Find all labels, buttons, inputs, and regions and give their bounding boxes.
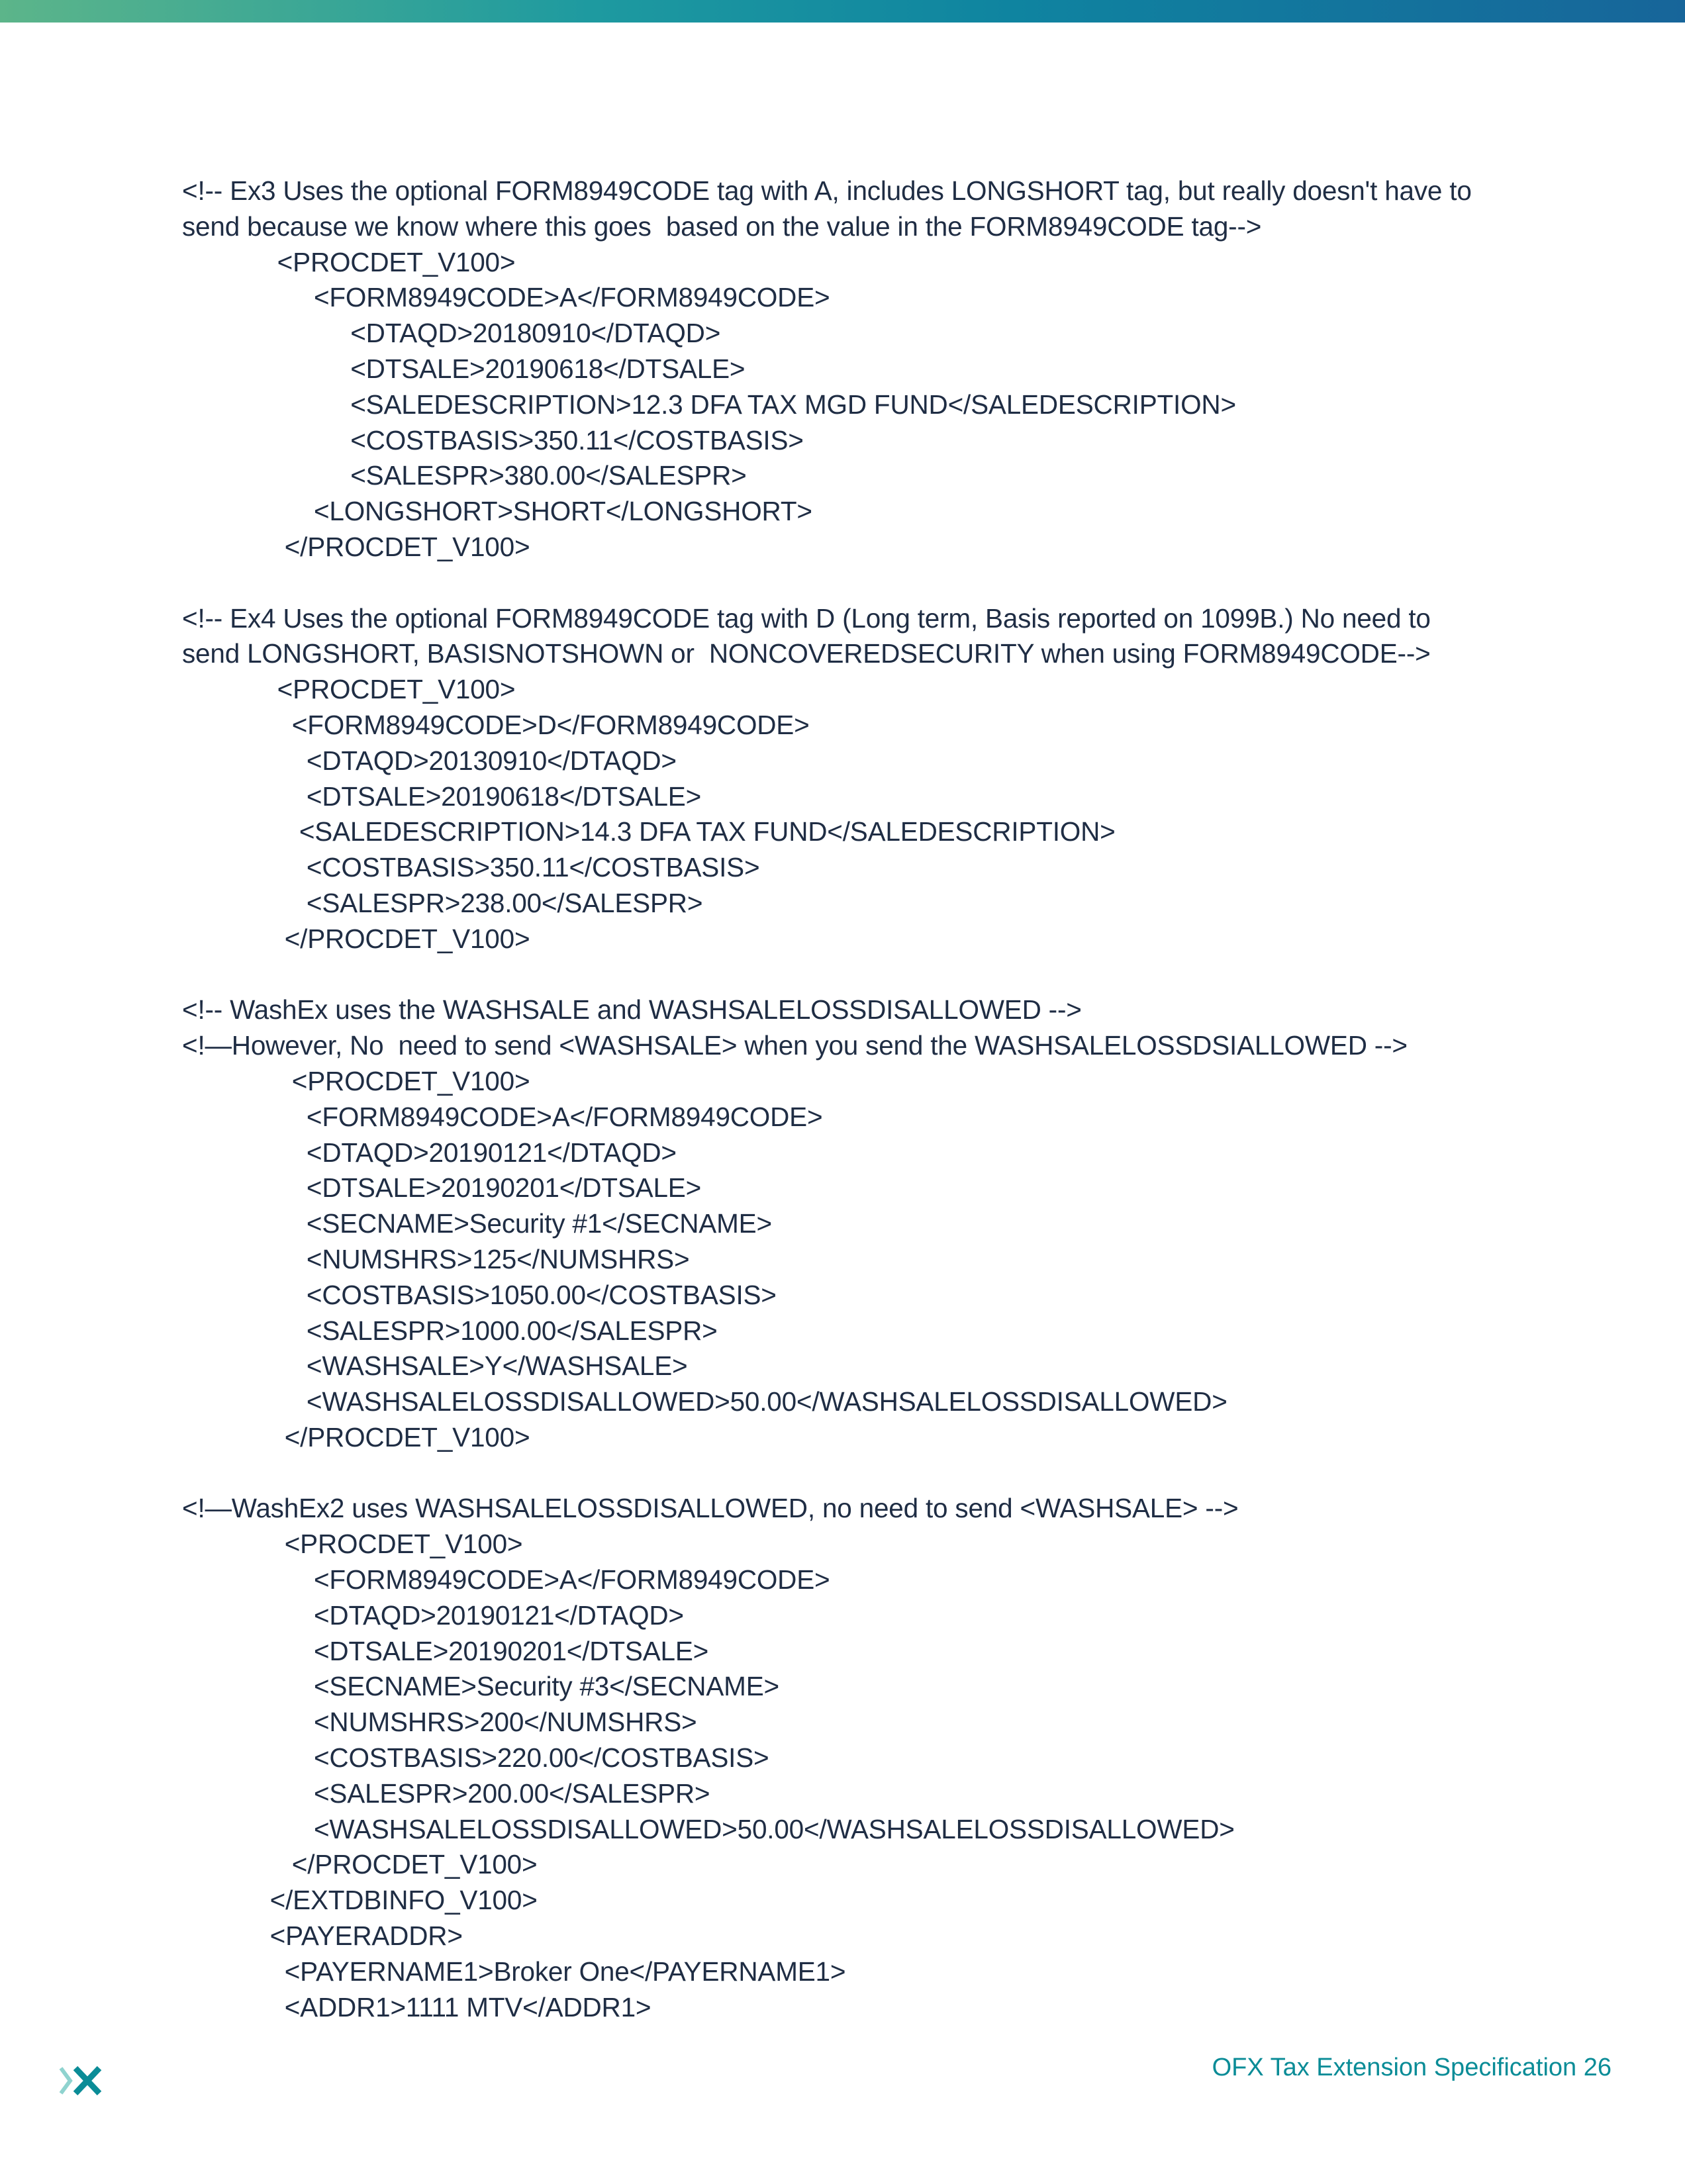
code-line: <PROCDET_V100>	[182, 1065, 530, 1096]
code-line: <PROCDET_V100>	[182, 246, 516, 277]
code-line: <PROCDET_V100>	[182, 1529, 523, 1560]
header-gradient-bar	[0, 0, 1685, 23]
code-line: <DTSALE>20190201</DTSALE>	[182, 1635, 709, 1666]
code-line: <SALESPR>200.00</SALESPR>	[182, 1778, 710, 1809]
code-line: <DTAQD>20190121</DTAQD>	[182, 1599, 684, 1631]
code-line: <COSTBASIS>1050.00</COSTBASIS>	[182, 1279, 777, 1310]
code-line: <!-- Ex4 Uses the optional FORM8949CODE tag with D (Long term, Basis reported on 1099B.) No need to	[182, 602, 1431, 634]
code-line: <!—WashEx2 uses WASHSALELOSSDISALLOWED, no need to send <WASHSALE> -->	[182, 1493, 1239, 1524]
code-line: <COSTBASIS>350.11</COSTBASIS>	[182, 852, 760, 883]
code-line: <SALEDESCRIPTION>14.3 DFA TAX FUND</SALEDESCRIPTION>	[182, 816, 1116, 847]
code-line: <!-- WashEx uses the WASHSALE and WASHSALELOSSDISALLOWED -->	[182, 994, 1082, 1025]
code-line: </PROCDET_V100>	[182, 1421, 530, 1452]
code-line: <FORM8949CODE>A</FORM8949CODE>	[182, 1564, 830, 1595]
code-line: </PROCDET_V100>	[182, 1849, 538, 1880]
code-line: <SALESPR>1000.00</SALESPR>	[182, 1315, 718, 1346]
code-line: <SALESPR>238.00</SALESPR>	[182, 887, 703, 918]
code-line	[182, 1456, 1572, 1492]
code-line: <WASHSALELOSSDISALLOWED>50.00</WASHSALELOSSDISALLOWED>	[182, 1386, 1228, 1417]
code-line: <SECNAME>Security #1</SECNAME>	[182, 1208, 772, 1239]
code-line: <DTAQD>20180910</DTAQD>	[182, 318, 721, 349]
code-line: <NUMSHRS>125</NUMSHRS>	[182, 1243, 690, 1274]
footer-page-label: OFX Tax Extension Specification 26	[1212, 2054, 1612, 2081]
x-chevron-logo-icon	[58, 2064, 109, 2097]
code-line: <PAYERNAME1>Broker One</PAYERNAME1>	[182, 1956, 846, 1987]
code-line: <DTSALE>20190618</DTSALE>	[182, 353, 746, 384]
code-line: <!-- Ex3 Uses the optional FORM8949CODE tag with A, includes LONGSHORT tag, but really doesn't have to	[182, 175, 1472, 206]
code-listing	[182, 173, 1572, 2025]
code-line: <WASHSALELOSSDISALLOWED>50.00</WASHSALELOSSDISALLOWED>	[182, 1813, 1235, 1844]
code-line: <DTSALE>20190618</DTSALE>	[182, 781, 702, 812]
code-line: <SALEDESCRIPTION>12.3 DFA TAX MGD FUND</SALEDESCRIPTION>	[182, 389, 1236, 420]
code-line: <NUMSHRS>200</NUMSHRS>	[182, 1707, 697, 1738]
code-line: send because we know where this goes based on the value in the FORM8949CODE tag-->	[182, 211, 1262, 242]
code-line: <DTSALE>20190201</DTSALE>	[182, 1172, 702, 1204]
code-line: <DTAQD>20130910</DTAQD>	[182, 745, 677, 776]
code-line: </PROCDET_V100>	[182, 531, 530, 562]
code-line: <FORM8949CODE>A</FORM8949CODE>	[182, 1101, 823, 1132]
code-line: <COSTBASIS>350.11</COSTBASIS>	[182, 424, 804, 455]
code-line: <FORM8949CODE>D</FORM8949CODE>	[182, 709, 810, 740]
code-line: </EXTDBINFO_V100>	[182, 1885, 538, 1916]
code-line: </PROCDET_V100>	[182, 923, 530, 954]
code-line: <FORM8949CODE>A</FORM8949CODE>	[182, 282, 830, 313]
code-line: <DTAQD>20190121</DTAQD>	[182, 1137, 677, 1168]
code-line: send LONGSHORT, BASISNOTSHOWN or NONCOVEREDSECURITY when using FORM8949CODE-->	[182, 638, 1431, 669]
code-line	[182, 957, 1572, 993]
code-line: <COSTBASIS>220.00</COSTBASIS>	[182, 1742, 769, 1774]
code-line: <LONGSHORT>SHORT</LONGSHORT>	[182, 496, 812, 527]
code-line: <PAYERADDR>	[182, 1921, 463, 1952]
code-line: <!—However, No need to send <WASHSALE> when you send the WASHSALELOSSDSIALLOWED -->	[182, 1030, 1408, 1061]
code-line: <PROCDET_V100>	[182, 674, 516, 705]
code-line: <WASHSALE>Y</WASHSALE>	[182, 1351, 688, 1382]
code-line: <SECNAME>Security #3</SECNAME>	[182, 1671, 779, 1702]
code-line	[182, 565, 1572, 601]
code-line: <SALESPR>380.00</SALESPR>	[182, 460, 747, 491]
code-line: <ADDR1>1111 MTV</ADDR1>	[182, 1991, 651, 2022]
